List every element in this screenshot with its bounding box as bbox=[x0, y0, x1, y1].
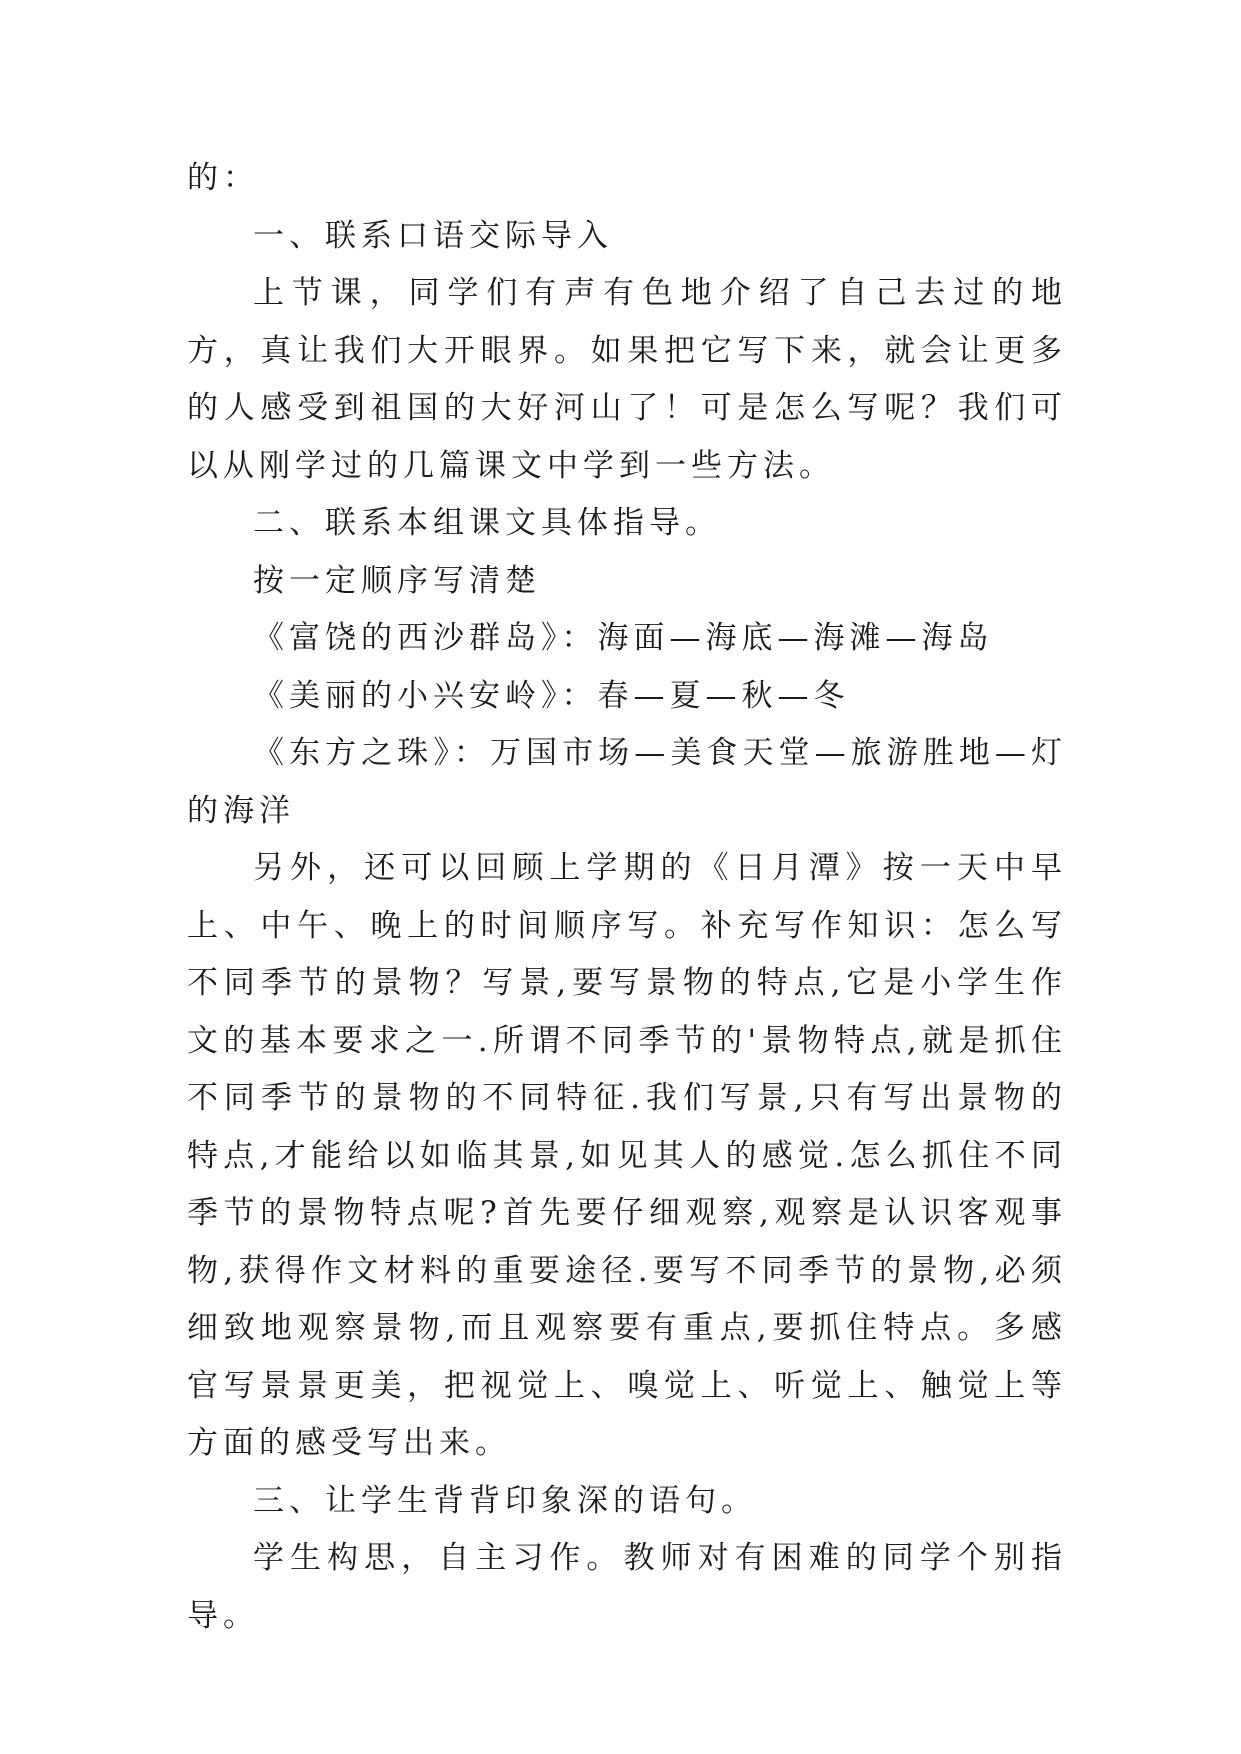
section-heading-3: 三、让学生背背印象深的语句。 bbox=[253, 1482, 757, 1519]
section-heading-1: 一、联系口语交际导入 bbox=[253, 217, 613, 254]
paragraph-intro: 上节课，同学们有声有色地介绍了自己去过的地方，真让我们大开眼界。如果把它写下来，就会让更多的人感受到祖国的大好河山了！可是怎么写呢？我们可以从刚学过的几篇课文中学到一些方法。 bbox=[187, 275, 1067, 484]
text-example-dongfangzhizhu: 《东方之珠》：万国市场—美食天堂—旅游胜地—灯的海洋 bbox=[187, 735, 1067, 829]
document-body bbox=[187, 150, 1067, 1645]
paragraph-writing-knowledge: 另外，还可以回顾上学期的《日月潭》按一天中早上、中午、晚上的时间顺序写。补充写作知识：怎么写不同季节的景物？写景,要写景物的特点,它是小学生作文的基本要求之一.所谓不同季节的'景物特点,就是抓住不同季节的景物的不同特征.我们写景,只有写出景物的特点,才能给以如临其景,如见其人的感觉.怎么抓住不同季节的景物特点呢?首先要仔细观察,观察是认识客观事物,获得作文材料的重要途径.要写不同季节的景物,必须细致地观察景物,而且观察要有重点,要抓住特点。多感官写景景更美，把视觉上、嗅觉上、听觉上、触觉上等方面的感受写出来。 bbox=[187, 850, 1067, 1461]
text-example-xiaoxinganling: 《美丽的小兴安岭》：春—夏—秋—冬 bbox=[253, 677, 850, 714]
text-example-xisha: 《富饶的西沙群岛》：海面—海底—海滩—海岛 bbox=[253, 620, 994, 656]
subheading-order: 按一定顺序写清楚 bbox=[253, 562, 541, 599]
paragraph-continuation: 的： bbox=[187, 160, 259, 196]
section-heading-2: 二、联系本组课文具体指导。 bbox=[253, 505, 721, 541]
paragraph-student-writing: 学生构思，自主习作。教师对有困难的同学个别指导。 bbox=[187, 1540, 1067, 1634]
